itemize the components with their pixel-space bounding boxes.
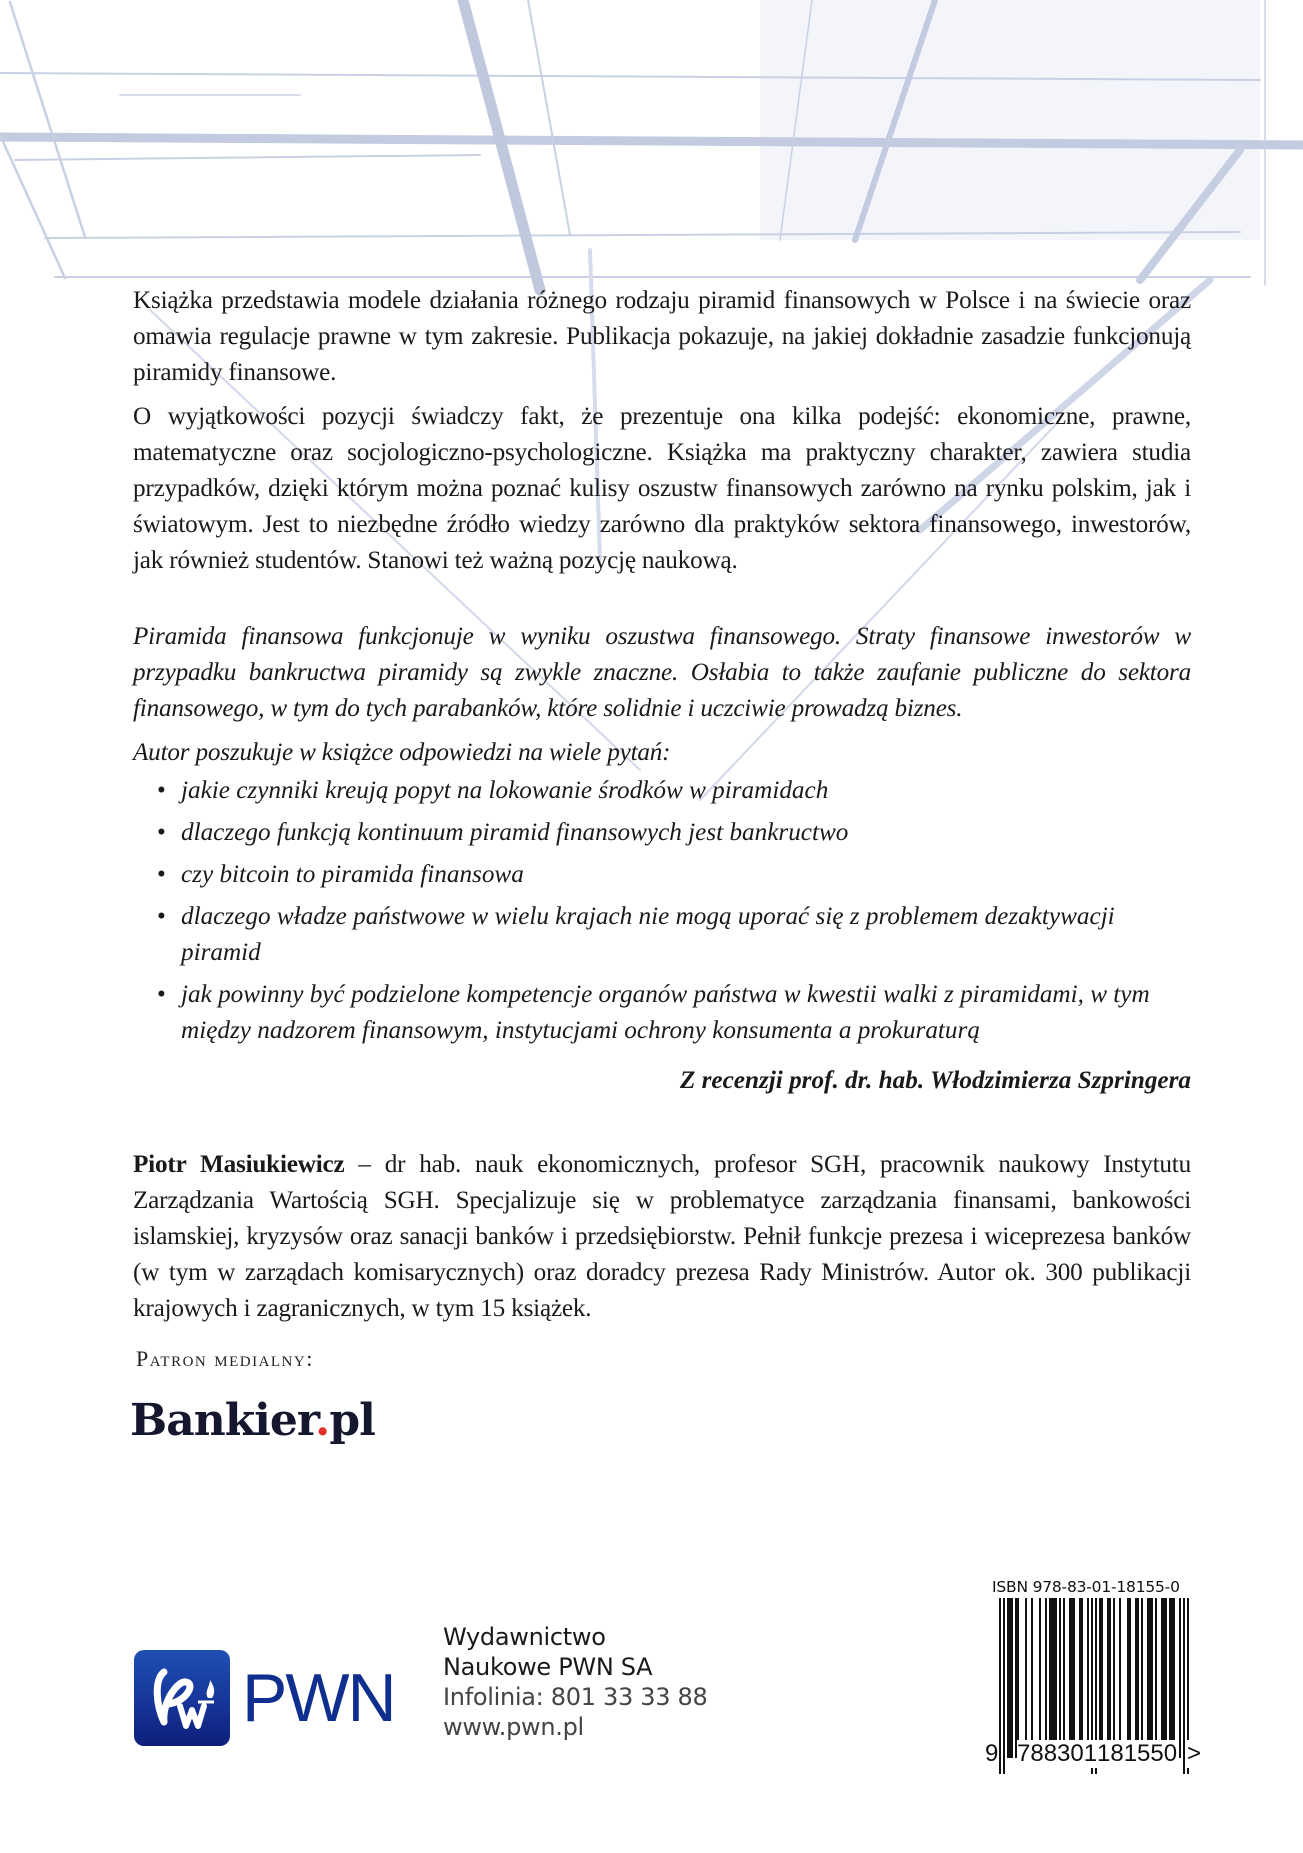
barcode-bar: [1073, 1598, 1075, 1758]
bankier-logo-dot: .: [315, 1395, 330, 1446]
barcode-bar: [1179, 1598, 1181, 1758]
description-paragraph: Książka przedstawia modele działania różnego rodzaju piramid finansowych w Polsce i na świecie oraz omawia regulacje prawne w tym zakresie. Publikacja pokazuje, na jakiej dokładnie zasadzie funkcjonują piramidy finansowe.: [133, 287, 1191, 386]
barcode-bar: [1031, 1598, 1033, 1758]
publisher-name-line1: Wydawnictwo: [443, 1623, 606, 1651]
media-patron-label: Patron medialny:: [136, 1346, 314, 1371]
bullet-icon: •: [157, 981, 166, 1008]
isbn-barcode-block: [985, 1578, 1205, 1774]
barcode-bar: [1055, 1598, 1057, 1758]
review-excerpt: [133, 619, 1191, 1099]
barcode-bar: [1127, 1598, 1129, 1758]
pwn-emblem-icon: [134, 1650, 230, 1746]
barcode-bar: [1173, 1598, 1175, 1758]
questions-list: [133, 773, 1191, 1049]
question-item: [157, 857, 1191, 893]
question-text: jakie czynniki kreują popyt na lokowanie środków w piramidach: [181, 777, 829, 804]
question-item: [157, 977, 1191, 1049]
barcode-bar: [1149, 1598, 1151, 1758]
bullet-icon: •: [157, 777, 166, 804]
question-item: [157, 899, 1191, 971]
review-credit: Z recenzji prof. dr. hab. Włodzimierza Szpringera: [679, 1067, 1191, 1094]
publisher-info: [443, 1622, 707, 1742]
barcode-bar: [1079, 1598, 1081, 1758]
question-item: [157, 773, 1191, 809]
question-item: [157, 815, 1191, 851]
bankier-logo-name: Bankier: [130, 1395, 316, 1446]
barcode-bar: [1059, 1598, 1061, 1758]
barcode-bar: [1017, 1598, 1019, 1758]
isbn-label: ISBN 978-83-01-18155-0: [992, 1578, 1180, 1596]
barcode-bar: [1071, 1598, 1073, 1758]
barcode-digit-first: 9: [985, 1740, 999, 1767]
question-text: czy bitcoin to piramida finansowa: [181, 861, 524, 888]
review-paragraph: Piramida finansowa funkcjonuje w wyniku oszustwa finansowego. Straty finansowe inwestorów w przypadku bankructwa piramidy są zwykle znaczne. Osłabia to także zaufanie publiczne do sektora finansowego, w tym do tych parabanków, które solidnie i uczciwie prowadzą biznes.: [133, 623, 1191, 722]
barcode-bar: [1099, 1598, 1101, 1758]
barcode-bar: [1049, 1598, 1051, 1758]
question-text: jak powinny być podzielone kompetencje organów państwa w kwestii walki z piramidami, w tym między nadzorem finansowym, instytucjami ochrony konsumenta a prokuraturą: [181, 981, 1150, 1044]
barcode-bar: [1087, 1598, 1089, 1758]
barcode-bar: [1025, 1598, 1027, 1758]
book-description: [133, 283, 1191, 579]
barcode-bar: [1161, 1598, 1163, 1758]
barcode-bar: [1081, 1598, 1083, 1758]
back-cover-text: [133, 283, 1191, 1327]
barcode-bar: [1155, 1598, 1157, 1758]
barcode-bar: [1015, 1598, 1017, 1758]
barcode-bar: [1007, 1598, 1009, 1758]
publisher-hotline: Infolinia: 801 33 33 88: [443, 1683, 708, 1711]
question-text: dlaczego funkcją kontinuum piramid finansowych jest bankructwo: [181, 819, 849, 846]
barcode-bar: [1011, 1598, 1013, 1758]
question-text: dlaczego władze państwowe w wielu krajach nie mogą uporać się z problemem dezaktywacji piramid: [181, 903, 1115, 966]
barcode-bar: [1069, 1598, 1071, 1758]
pwn-logo: [134, 1650, 395, 1746]
barcode-bar: [1009, 1598, 1011, 1758]
author-bio-text: – dr hab. nauk ekonomicznych, profesor SGH, pracownik naukowy Instytutu Zarządzania Wartością SGH. Specjalizuje się w problematyce zarządzania finansami, bankowości islamskiej, kryzysów oraz sanacji banków i przedsiębiorstw. Pełnił funkcje prezesa i wiceprezesa banków (w tym w zarządach komisarycznych) oraz doradcy prezesa Rady Ministrów. Autor ok. 300 publikacji krajowych i zagranicznych, w tym 15 książek.: [133, 1151, 1191, 1322]
barcode-digits: [985, 1740, 1205, 1770]
barcode-bar: [1147, 1598, 1149, 1758]
barcode-bar: [1169, 1598, 1171, 1758]
author-name: Piotr Masiukiewicz: [133, 1151, 345, 1178]
barcode-bar: [1141, 1598, 1143, 1758]
bankier-logo-tld: pl: [329, 1395, 375, 1446]
bullet-icon: •: [157, 819, 166, 846]
barcode-digits-right: 181550: [1097, 1740, 1178, 1767]
barcode-bar: [1171, 1598, 1173, 1758]
barcode-bar: [1119, 1598, 1121, 1758]
barcode-bar: [1039, 1598, 1041, 1758]
barcode-bar: [1063, 1598, 1065, 1758]
barcode-end-marker: >: [1187, 1740, 1202, 1767]
barcode-bar: [1151, 1598, 1153, 1758]
author-bio: [133, 1147, 1191, 1327]
bankier-logo: [130, 1395, 375, 1446]
barcode-bar: [1137, 1598, 1139, 1758]
barcode-bar: [1129, 1598, 1131, 1758]
publisher-website: www.pwn.pl: [443, 1713, 584, 1741]
barcode-bar: [1045, 1598, 1047, 1758]
barcode-bar: [1135, 1598, 1137, 1758]
barcode-bar: [1051, 1598, 1053, 1758]
barcode-digits-left: 788301: [1017, 1740, 1098, 1767]
barcode-bar: [1163, 1598, 1165, 1758]
barcode-bar: [1107, 1598, 1109, 1758]
bullet-icon: •: [157, 861, 166, 888]
review-intro: Autor poszukuje w książce odpowiedzi na wiele pytań:: [133, 739, 671, 766]
barcode-bar: [1053, 1598, 1055, 1758]
barcode-bar: [1101, 1598, 1103, 1758]
publisher-name-line2: Naukowe PWN SA: [443, 1653, 653, 1681]
bullet-icon: •: [157, 903, 166, 930]
barcode-bar: [1109, 1598, 1111, 1758]
pwn-logo-text: PWN: [242, 1660, 395, 1736]
barcode-bar: [1165, 1598, 1167, 1758]
barcode-bar: [1113, 1598, 1115, 1758]
description-paragraph: O wyjątkowości pozycji świadczy fakt, że prezentuje ona kilka podejść: ekonomiczne, prawne, matematyczne oraz socjologiczno-psychologiczne. Książka ma praktyczny charakter, zawiera studia przypadków, dzięki którym można poznać kulisy oszustw finansowych zarówno na rynku polskim, jak i światowym. Jest to niezbędne źródło wiedzy zarówno dla praktyków sektora finansowego, inwestorów, jak również studentów. Stanowi też ważną pozycję naukową.: [133, 403, 1191, 574]
